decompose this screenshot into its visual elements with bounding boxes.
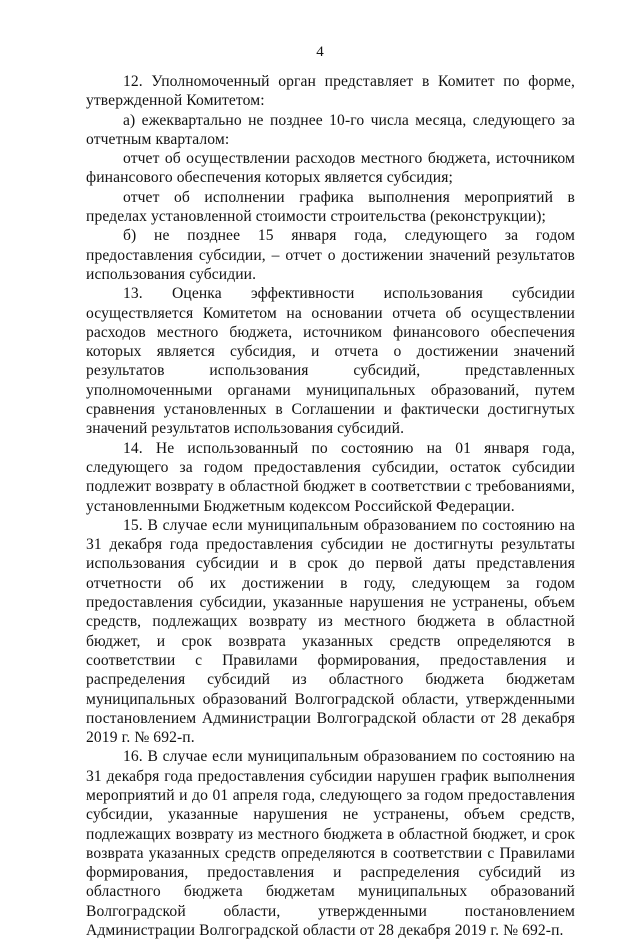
paragraph-12a-report-schedule: отчет об исполнении графика выполнения мероприятий в пределах установленной стоимости строительства (реконструкции); [86, 188, 575, 226]
paragraph-13: 13. Оценка эффективности использования субсидии осуществляется Комитетом на основании отчета об осуществлении расходов местного бюджета, источником финансового обеспечения которых является субсидия, и отчета о достижении значений результатов использования субсидий, представленных уполномоченными органами муниципальных образований, путем сравнения установленных в Соглашении и фактически достигнутых значений результатов использования субсидий. [86, 285, 575, 438]
document-body [86, 72, 575, 940]
paragraph-12b: б) не позднее 15 января года, следующего за годом предоставления субсидии, – отчет о достижении значений результатов использования субсидии. [86, 227, 575, 283]
paragraph-12: 12. Уполномоченный орган представляет в Комитет по форме, утвержденной Комитетом: [86, 73, 575, 110]
paragraph-16: 16. В случае если муниципальным образованием по состоянию на 31 декабря года предоставления субсидии нарушен график выполнения мероприятий и до 01 апреля года, следующего за годом предоставления субсидии, указанные нарушения не устранены, объем средств, подлежащих возврату из местного бюджета в областной бюджет, и срок возврата указанных средств определяются в соответствии с Правилами формирования, предоставления и распределения субсидий из областного бюджета бюджетам муниципальных образований Волгоградской области, утвержденными постановлением Администрации Волгоградской области от 28 декабря 2019 г. № 692-п. [86, 748, 575, 940]
paragraph-12a: а) ежеквартально не позднее 10-го числа месяца, следующего за отчетным кварталом: [86, 111, 575, 148]
paragraph-14: 14. Не использованный по состоянию на 01 января года, следующего за годом предоставления субсидии, остаток субсидии подлежит возврату в областной бюджет в соответствии с требованиями, установленными Бюджетным кодексом Российской Федерации. [86, 439, 575, 515]
page-number: 4 [316, 44, 324, 60]
paragraph-15: 15. В случае если муниципальным образованием по состоянию на 31 декабря года предоставления субсидии не достигнуты результаты использования субсидии и в срок до первой даты представления отчетности об их достижении в году, следующем за годом предоставления субсидии, указанные нарушения не устранены, объем средств, подлежащих возврату из местного бюджета в областной бюджет, и срок возврата указанных средств определяются в соответствии с Правилами формирования, предоставления и распределения субсидий из областного бюджета бюджетам муниципальных образований Волгоградской области, утвержденными постановлением Администрации Волгоградской области от 28 декабря 2019 г. № 692-п. [86, 516, 575, 747]
paragraph-12a-report-expenses: отчет об осуществлении расходов местного бюджета, источником финансового обеспечения которых является субсидия; [86, 150, 575, 187]
